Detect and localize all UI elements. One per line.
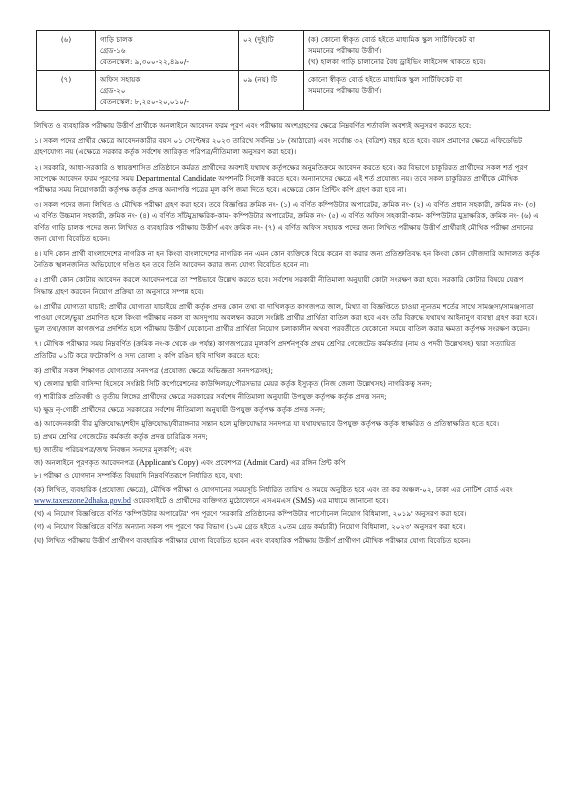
- sms-label: (SMS): [292, 495, 315, 505]
- condition-8-k-text-c: এর মাধ্যমে জানানো হবে।: [317, 495, 389, 505]
- post-grade: গ্রেড-১৬: [100, 46, 126, 55]
- condition-8-k-text-a: (ক) লিখিত, ব্যবহারিক (প্রযোজ্য ক্ষেত্রে), মৌখিক পরীক্ষা ও যোগদানের সময়সূচি নির্ধারিত তারিখ ও সময়ে অনুষ্ঠিত হবে এবং তা কর অঞ্চল-০২, ঢাকা এর নোটিশ বোর্ড এবং: [34, 484, 513, 494]
- condition-1: ১। সকল পদের প্রার্থীর ক্ষেত্রে আবেদনকারীর বয়স ০১ সেপ্টেম্বর ২০২৩ তারিখে সর্বনিম্ন ১৮ (আঠারো) এবং সর্বোচ্চ ৩২ (বত্রিশ) বছর হতে হবে। বয়স প্রমাণের ক্ষেত্রে এফিডেভিট গ্রহণযোগ্য নয় (এক্ষেত্রে সরকার কর্তৃক সর্বশেষ জারিকৃত পরিপত্র/নীতিমালা অনুসরণ করা হবে)।: [34, 136, 523, 157]
- condition-8-k: [34, 484, 540, 506]
- condition-8-kh: (খ) এ নিয়োগ বিজ্ঞপ্তিতে বর্ণিত 'কম্পিউটার অপারেটর' পদ পূরণে 'সরকারি প্রতিষ্ঠানের কম্পিউটার পার্সোনেল নিয়োগ বিধিমালা, ২০১৯' অনুসরণ করা হবে।: [34, 509, 467, 519]
- table-row: [37, 31, 550, 71]
- website-link[interactable]: www.taxeszone2dhaka.gov.bd: [34, 495, 131, 505]
- condition-7: ৭। মৌখিক পরীক্ষার সময় নিম্নবর্ণিত (ক্রমিক নং-ক থেকে ঞ পর্যন্ত) কাগজপত্রের মূলকপি প্রদর্শনপূর্বক প্রথম শ্রেণির গেজেটেড কর্মকর্তার (নাম ও পদবী উল্লেখসহ) দ্বারা সত্যায়িত প্রতিটির ০১টি করে ফটোকপি ও সদ্য তোলা ২ কপি রঙিন ছবি দাখিল করতে হবে:: [34, 339, 516, 360]
- document-item: গ) শারীরিক প্রতিবন্ধী ও তৃতীয় লিঙ্গের প্রার্থীদের ক্ষেত্রে সরকারের সর্বশেষ নীতিমালা অনুযায়ী উপযুক্ত কর্তৃপক্ষ কর্তৃক প্রদত্ত সনদ;: [34, 392, 387, 402]
- serial-cell: (৭): [37, 71, 96, 111]
- condition-2-text-a: ২। সরকারি, আধা-সরকারি ও স্বায়ত্তশাসিত প্রতিষ্ঠানে কর্মরত প্রার্থীদের অবশ্যই যথাযথ কর্তৃপক্ষের অনুমতিক্রমে আবেদন করতে হবে। কর বিভাগে চাকুরিরত প্রার্থীদের সকল শর্ত পূরণ সাপেক্ষে আবেদন ফরম পূরণের সময়: [34, 162, 528, 183]
- applicant-copy-label: (Applicant's Copy): [136, 458, 199, 468]
- item-j-text-c: এর রঙ্গিন প্রিন্ট কপি: [290, 458, 346, 468]
- count-cell: ০২ (দুই)টি: [239, 31, 304, 71]
- document-item: ছ) জাতীয় পরিচয়পত্র/জন্ম নিবন্ধন সনদের মূলকপি; এবং: [34, 445, 192, 455]
- condition-6: ৬। প্রার্থীর যোগ্যতা যাচাই: প্রার্থীর যোগ্যতা যাচাইয়ে প্রার্থী কর্তৃক প্রদত্ত কোন তথ্য বা দাখিলকৃত কাগজপত্র জাল, মিথ্যা বা বিজ্ঞপ্তিতে চাওয়া ন্যূনতম শর্তের সাথে সামঞ্জস্য/সামঞ্জস্যতা পাওয়া গেলে/ভুয়া প্রমাণিত হলে কিংবা পরীক্ষায় নকল বা অসদুপায় অবলম্বন করলে সংশ্লিষ্ট প্রার্থীর প্রার্থিতা বাতিল করা হবে এবং তাঁর বিরুদ্ধে যথাযথ আইনানুগ ব্যবস্থা গ্রহণ করা হবে। ভুল তথ্য/জাল কাগজপত্র প্রদর্শিত হলে পরীক্ষায় উত্তীর্ণ যেকোনো প্রার্থীর প্রার্থিতা নিয়োগ চলাকালীন অথবা পরবর্তীতে যেকোনো সময়ে বাতিল করার ক্ষমতা কর্তৃপক্ষ সংরক্ষণ করেন।: [34, 301, 538, 334]
- condition-8-k-text-b: ওয়েবসাইটে ও প্রার্থীদের ব্যক্তিগত মুঠোফোনে এসএমএস: [133, 495, 291, 505]
- condition-8-gh: (ঘ) লিখিত পরীক্ষায় উত্তীর্ণ প্রার্থীগণ ব্যবহারিক পরীক্ষার যোগ্য বিবেচিত হবেন এবং ব্যবহারিক পরীক্ষায় উত্তীর্ণ প্রার্থীগণ মৌখিক পরীক্ষার যোগ্য বিবেচিত হবেন।: [34, 535, 471, 545]
- intro-paragraph: লিখিত ও ব্যবহারিক পরীক্ষায় উত্তীর্ণ প্রার্থীকে অনলাইনে আবেদন ফরম পূরণ এবং পরীক্ষায় অংশগ্রহণের ক্ষেত্রে নিম্নবর্ণিত শর্তাবলি অবশ্যই অনুসরণ করতে হবে:: [34, 121, 472, 130]
- item-j-text-b: এবং প্রবেশপত্র: [200, 458, 242, 468]
- departmental-candidate-label: Departmental Candidate: [136, 173, 217, 183]
- post-cell: [96, 31, 239, 71]
- document-item: [34, 457, 540, 468]
- qualification-line: (ক) কোনো স্বীকৃত বোর্ড হইতে মাধ্যমিক স্কুল সার্টিফিকেট বা: [308, 35, 475, 44]
- qualification-cell: [304, 31, 550, 71]
- qualification-line: সমমানের পরীক্ষায় উত্তীর্ণ।: [308, 46, 382, 55]
- condition-4: ৪। যদি কোন প্রার্থী বাংলাদেশের নাগরিক না হন কিংবা বাংলাদেশের নাগরিক নন এমন কোন ব্যক্তিকে বিয়ে করেন বা করার জন্য প্রতিশ্রুতিবদ্ধ হন কিংবা কোন ফৌজদারি আদালত কর্তৃক নৈতিক স্খলনজনিত অভিযোগে দণ্ডিত হন তবে তিনি আবেদন করার জন্য যোগ্য বিবেচিত হবেন না।: [34, 249, 540, 270]
- condition-8-g: (গ) এ নিয়োগ বিজ্ঞপ্তিতে বর্ণিত অন্যান্য সকল পদ পূরণে 'কর বিভাগ (১০ম গ্রেড হইতে ২০তম গ্রেড কর্মচারী) নিয়োগ বিধিমালা, ২০২৩' অনুসরণ করা হবে।: [34, 522, 466, 532]
- condition-8: ৮। পরীক্ষা ও যোগদান সম্পর্কিত বিষয়াদি নিম্নবর্ণিতরূপে নির্ধারিত হবে, যথা:: [34, 471, 243, 481]
- post-name: অফিস সহায়ক: [100, 75, 141, 84]
- qualification-line: সমমানের পরীক্ষায় উত্তীর্ণ।: [308, 86, 382, 95]
- serial-cell: (৬): [37, 31, 96, 71]
- condition-5: ৫। প্রার্থী কোন কোটায় আবেদন করলে আবেদনপত্রে তা স্পষ্টভাবে উল্লেখ করতে হবে। সর্বশেষ সরকারী নীতিমালা অনুযায়ী কোটা সংরক্ষণ করা হবে। সরকারি কোটার বিষয়ে যেরূপ সিদ্ধান্ত গ্রহণ করবেন নিয়োগ প্রক্রিয়া তা অনুসারে সম্পন্ন হবে।: [34, 275, 524, 296]
- post-cell: [96, 71, 239, 111]
- document-item: খ) জেলার স্থায়ী বাসিন্দা হিসেবে সংশ্লিষ্ট সিটি কর্পোরেশনের কাউন্সিলর/পৌরসভার মেয়র কর্তৃক ইস্যুকৃত (নিজ জেলা উল্লেখসহ) নাগরিকত্ব সনদ;: [34, 379, 433, 389]
- conditions-section: [34, 120, 540, 546]
- qualification-line: (খ) হালকা গাড়ি চালানোর বৈধ ড্রাইভিং লাইসেন্স থাকতে হবে।: [308, 57, 486, 66]
- document-item: ঘ) ক্ষুদ্র নৃ-গোষ্ঠী প্রার্থীদের ক্ষেত্রে সরকারের সর্বশেষ নীতিমালা অনুযায়ী উপযুক্ত কর্তৃপক্ষ কর্তৃক প্রদত্ত সনদ;: [34, 405, 326, 415]
- qualification-line: কোনো স্বীকৃত বোর্ড হইতে মাধ্যমিক স্কুল সার্টিফিকেট বা: [308, 75, 463, 84]
- condition-2: [34, 162, 540, 196]
- post-grade: গ্রেড-২০: [100, 86, 126, 95]
- document-item: ক) প্রার্থীর সকল শিক্ষাগত যোগ্যতার সনদপত্র (প্রযোজ্য ক্ষেত্রে অভিজ্ঞতা সনদপত্রসহ);: [34, 365, 273, 375]
- document-item: ঙ) আবেদনকারী বীর মুক্তিযোদ্ধা/শহীদ মুক্তিযোদ্ধা/বীরাঙ্গনার সন্তান হলে মুক্তিযোদ্ধার সনদপত্র যা যথাযথভাবে উপযুক্ত কর্তৃপক্ষ কর্তৃক স্বাক্ষরিত ও প্রতিস্বাক্ষরিত হতে হবে।: [34, 418, 499, 428]
- post-name: গাড়ি চালক: [100, 35, 133, 44]
- qualification-cell: [304, 71, 550, 111]
- item-j-text-a: জ) অনলাইনে পূরণকৃত আবেদনপত্র: [34, 458, 135, 468]
- post-scale: বেতনস্কেল: ৯,৩০০-২২,৪৯০/-: [100, 57, 189, 66]
- posts-table: [36, 30, 550, 111]
- count-cell: ০৯ (নয়) টি: [239, 71, 304, 111]
- document-item: চ) প্রথম শ্রেণির গেজেটেড কর্মকর্তা কর্তৃক প্রদত্ত চারিত্রিক সনদ;: [34, 431, 208, 441]
- condition-2-text-b: অপশনটি সিলেক্ট করতে হবে। অন্যান্যদের ক্ষেত্রে এই শর্ত প্রযোজ্য নয়। তবে সকল চাকুরিরত প্রার্থীকে মৌখিক পরীক্ষার সময় নিয়োগকারী কর্তৃপক্ষ কর্তৃক প্রদত্ত অনাপত্তি পত্রের মূল কপি জমা দিতে হবে। এক্ষেত্রে কোন প্রিন্টিং কপি গ্রহণ করা হবে না।: [34, 173, 518, 195]
- condition-3: ৩। সকল পদের জন্য লিখিত ও মৌখিক পরীক্ষা গ্রহণ করা হবে। তবে বিজ্ঞপ্তির ক্রমিক নং- (১) এ বর্ণিত কম্পিউটার অপারেটর, ক্রমিক নং- (২) এ বর্ণিত প্রধান সহকারী, ক্রমিক নং- (৩) এ বর্ণিত উচ্চমান সহকারী, ক্রমিক নং- (৪) এ বর্ণিত সাঁটমুদ্রাক্ষরিক-কাম- কম্পিউটার অপারেটর, ক্রমিক নং- (৫) এ বর্ণিত অফিস সহকারী-কাম- কম্পিউটার মুদ্রাক্ষরিক, ক্রমিক নং- (৬) এ বর্ণিত গাড়ি চালক পদের জন্য লিখিত ও ব্যবহারিক পরীক্ষায় উত্তীর্ণ এবং ক্রমিক নং- (৭) এ বর্ণিত অফিস সহায়ক পদের জন্য লিখিত পরীক্ষায় উত্তীর্ণ প্রার্থীরাই মৌখিক পরীক্ষা প্রদানের জন্য যোগ্য বিবেচিত হবেন।: [34, 200, 539, 243]
- admit-card-label: (Admit Card): [243, 458, 289, 468]
- post-scale: বেতনস্কেল: ৮,২৫০-২০,০১০/-: [100, 97, 189, 106]
- table-row: [37, 71, 550, 111]
